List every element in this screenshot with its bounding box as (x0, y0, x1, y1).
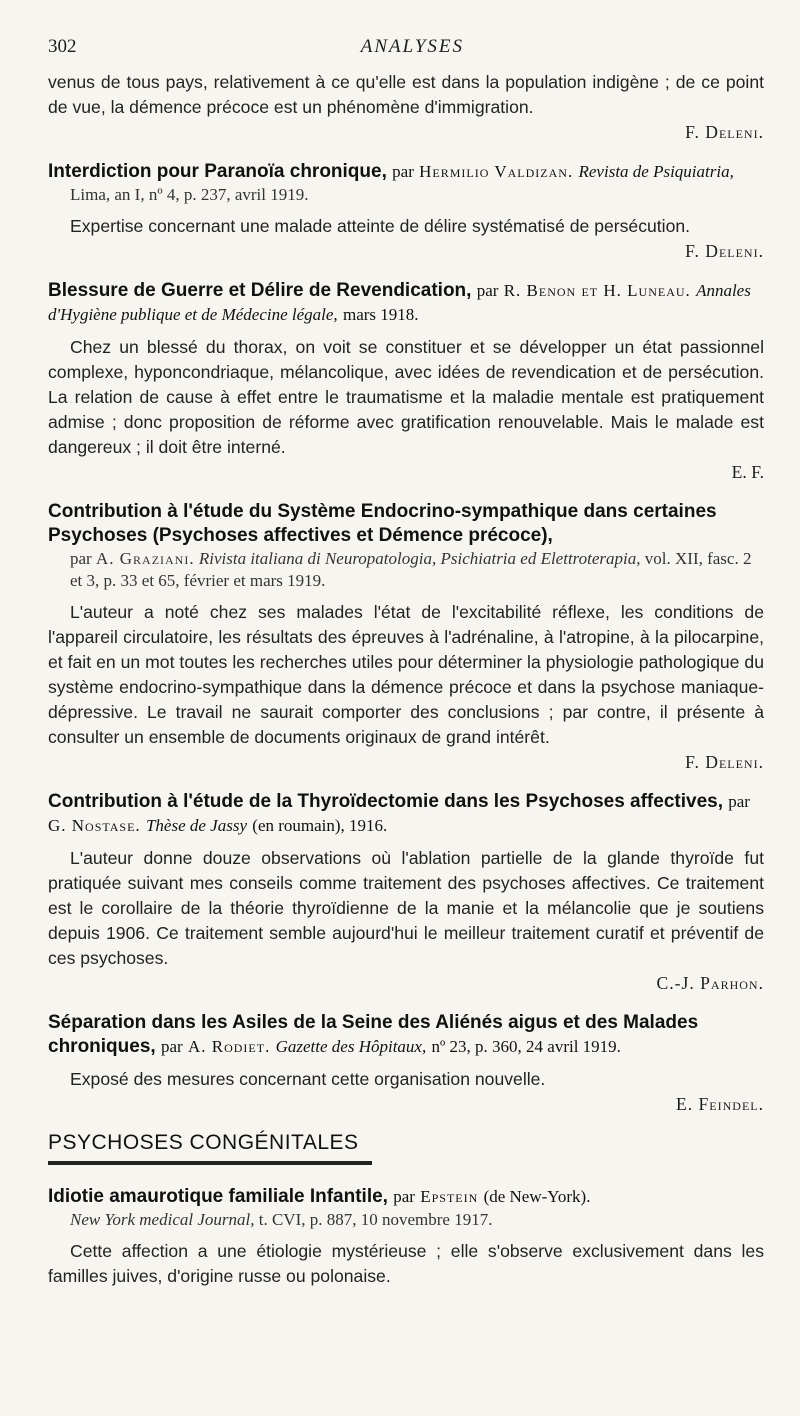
article-signature: E. Feindel. (675, 1094, 764, 1114)
running-title: ANALYSES (360, 36, 464, 57)
section-heading: PSYCHOSES CONGÉNITALES (48, 1131, 359, 1154)
page-number: 302 (48, 36, 77, 57)
article (48, 1011, 764, 1117)
article (48, 160, 764, 264)
article-body: Chez un blessé du thorax, on voit se constituer et se développer un état passionnel complexe, hyponcondriaque, mélancolique, avec idées de revendication et de persécution. La relation de cause à effet entre le traumatisme et la maladie mentale est pratiquement admise ; donc proposition de réforme avec gratification renouvelable. Mais le malade est dangereux ; il doit être interné. (48, 337, 764, 457)
article-title: Contribution à l'étude du Système Endocrino-sympathique dans certaines Psychoses (Psychoses affectives et Démence précoce), (48, 501, 717, 546)
article (48, 790, 764, 996)
article-author: G. Nostase. (48, 816, 141, 835)
article-journal: New York medical Journal, (70, 1210, 255, 1229)
article-title: Séparation dans les Asiles de la Seine des Aliénés aigus et des Malades chroniques, par A. Rodiet. Gazette des Hôpitaux, nº 23, p. 360, 24 avril 1919. (48, 1012, 699, 1057)
intro-text: venus de tous pays, relativement à ce qu'elle est dans la population indigène ; de ce point de vue, la démence précoce est un phénomène d'immigration. (48, 72, 764, 117)
article-details: t. CVI, p. 887, 10 novembre 1917. (258, 1210, 493, 1229)
article (48, 500, 764, 775)
article-par: par (160, 1037, 183, 1056)
article-title: Idiotie amaurotique familiale Infantile, par Epstein (de New-York). (48, 1186, 591, 1207)
article-journal: Thèse de Jassy (145, 816, 247, 835)
article-author-note: (de New-York). (483, 1187, 591, 1206)
article-author: A. Rodiet. (187, 1037, 271, 1056)
article-title: Blessure de Guerre et Délire de Revendication, par R. Benon et H. Luneau. Annales d'Hygiène publique et de Médecine légale, mars 1918. (48, 280, 751, 324)
article-journal: Revista de Psiquiatria, (578, 162, 734, 181)
article-body: Exposé des mesures concernant cette organisation nouvelle. (70, 1069, 546, 1089)
article-author: R. Benon et H. Luneau. (503, 281, 691, 300)
page-header (48, 36, 764, 70)
article-body: L'auteur donne douze observations où l'ablation partielle de la glande thyroïde fut pratiquée suivant mes conseils comme traitement des psychoses affectives. Ce traitement est le corollaire de la théorie thyroïdienne de la manie et la mélancolie que je soutiens depuis 1906. Ce traitement semble aujourd'hui le meilleur traitement curatif et préventif de ces psychoses. (48, 848, 764, 968)
article-par: par (393, 1187, 415, 1206)
article-signature: E. F. (731, 462, 764, 482)
article-details: mars 1918. (342, 305, 419, 324)
article-author: Hermilio Valdizan. (419, 162, 574, 181)
article-details: vol. XII, fasc. 2 et 3, p. 33 et 65, février et mars 1919. (70, 549, 752, 590)
article-journal: Rivista italiana di Neuropatologia, Psichiatria ed Elettroterapia, (198, 549, 641, 568)
article (48, 1185, 764, 1289)
article-author: A. Graziani. (95, 549, 195, 568)
article-signature: C.-J. Parhon. (656, 973, 764, 993)
article-journal: Gazette des Hôpitaux, (275, 1037, 427, 1056)
page (48, 36, 764, 1289)
article-journal: Annales d'Hygiène publique et de Médecine légale, (48, 281, 751, 324)
article-title: Contribution à l'étude de la Thyroïdectomie dans les Psychoses affectives, par G. Nostase. Thèse de Jassy (en roumain), 1916. (48, 791, 750, 835)
article-par: par (476, 281, 499, 300)
article-body: Cette affection a une étiologie mystérieuse ; elle s'observe exclusivement dans les familles juives, d'origine russe ou polonaise. (48, 1241, 764, 1286)
intro-signature: F. Deleni. (685, 122, 764, 142)
article-par: par (70, 549, 92, 568)
article (48, 279, 764, 485)
article-par: par (728, 792, 750, 811)
article-citation (48, 548, 764, 592)
article-citation (48, 1209, 764, 1231)
article-par: par (392, 162, 414, 181)
article-body: L'auteur a noté chez ses malades l'état de l'excitabilité réflexe, les conditions de l'appareil circulatoire, les résultats des épreuves à l'adrénaline, à l'atropine, à la pilocarpine, et fait en un mot toutes les recherches utiles pour déterminer la physiologie pathologique du système endocrino-sympathique dans la démence précoce et dans la psychose maniaque-dépressive. Le travail ne saurait comporter des conclusions ; par contre, il présente à consulter un ensemble de documents originaux de grand intérêt. (48, 602, 764, 747)
article-details: (en roumain), 1916. (252, 816, 388, 835)
article-body: Expertise concernant une malade atteinte de délire systématisé de persécution. (70, 216, 691, 236)
article-signature: F. Deleni. (685, 241, 764, 261)
article-signature: F. Deleni. (685, 752, 764, 772)
article-title: Interdiction pour Paranoïa chronique, par Hermilio Valdizan. Revista de Psiquiatria, (48, 161, 734, 182)
article-details: Lima, an I, nº 4, p. 237, avril 1919. (70, 185, 309, 204)
article-author: Epstein (420, 1187, 479, 1206)
article-details: nº 23, p. 360, 24 avril 1919. (431, 1037, 621, 1056)
